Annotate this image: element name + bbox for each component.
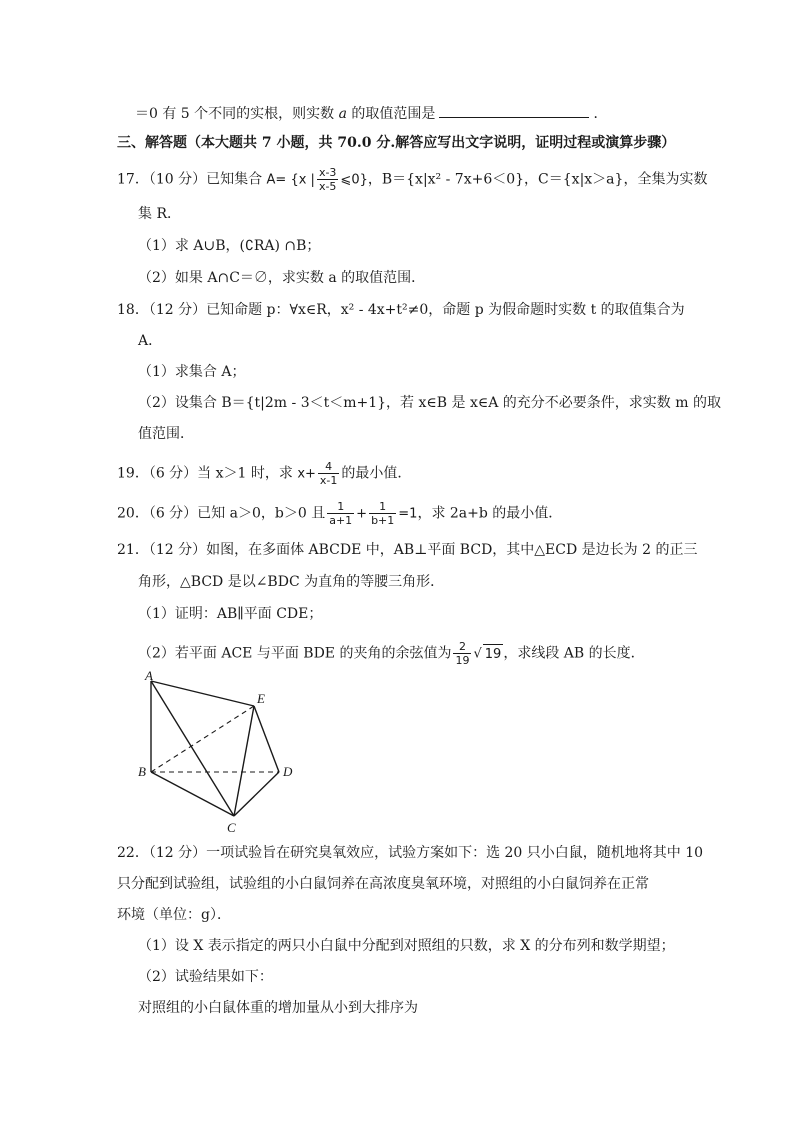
q21-part2 [138,640,645,667]
vertex-label-A: A [145,668,153,683]
q22-line2: 只分配到试验组，试验组的小白鼠饲养在高浓度臭氧环境，对照组的小白鼠饲养在正常 [117,876,649,892]
q17-frac-num: x-3 [318,166,337,179]
q22-part1: （1）设 X 表示指定的两只小白鼠中分配到对照组的只数，求 X 的分布列和数学期望； [138,938,675,954]
q18-part2: （2）设集合 B＝{t|2m - 3＜t＜m+1}，若 x∈B 是 x∈A 的充分不必要条件，求实数 m 的取 [138,395,721,411]
q21-p2-pre: （2）若平面 ACE 与平面 BDE 的夹角的余弦值为 [138,645,452,662]
q20-frac2 [369,500,396,527]
edge-AE [151,681,254,706]
edge-BC [151,772,234,816]
edge-ED [254,706,279,772]
q21-cos-fraction [453,640,471,667]
q20-line [117,500,562,527]
q21-line2: 角形，△BCD 是以∠BDC 为直角的等腰三角形． [138,574,445,590]
q17-setA-pre: A= {x | [266,172,315,188]
q21-line1: 21．（12 分）如图，在多面体 ABCDE 中，AB⊥平面 BCD，其中△ECD 是边长为 2 的正三 [117,542,698,558]
vertex-label-C: C [227,820,236,835]
q21-cos-num: 2 [453,640,471,654]
q17-line2: 集 R． [138,206,181,222]
q16-end: ． [593,106,608,122]
q20-post: ，求 2a+b 的最小值． [417,505,563,522]
vertex-label-D: D [283,764,293,779]
q20-d2: b+1 [371,514,395,527]
sqrt-icon: √ [473,646,482,662]
q16-text: ＝0 有 5 个不同的实根，则实数 [135,106,339,122]
q20-eq: =1 [398,506,418,522]
q20-d1: a+1 [329,514,353,527]
answer-blank[interactable] [439,103,589,118]
q17-setA-post: ⩽0} [340,172,368,188]
q17-frac-den: x-5 [318,180,337,193]
q20-n1: 1 [327,500,354,514]
q20-frac1 [327,500,354,527]
q17-part1: （1）求 A∪B，(∁RA) ∩B； [138,238,321,254]
vertex-label-B: B [138,764,146,779]
q21-p2-post: ，求线段 AB 的长度． [503,645,645,662]
q19-num: 4 [318,460,339,474]
q21-sqrt-value: 19 [483,644,504,665]
q19-line [117,460,411,487]
q22-line4: 对照组的小白鼠体重的增加量从小到大排序为 [138,1000,418,1016]
q19-post: 的最小值． [341,465,412,482]
edge-AC [151,681,234,816]
q19-x: x+ [297,466,316,482]
q20-n2: 1 [369,500,396,514]
q22-line3: 环境（单位：g）． [117,907,231,923]
q19-den: x-1 [319,474,338,487]
q18-part1: （1）求集合 A； [138,364,246,380]
q18-line2: A． [138,333,163,349]
q19-fraction [318,460,339,487]
section-heading: 三、解答题（本大题共 7 小题，共 70.0 分.解答应写出文字说明，证明过程或演算步骤） [117,135,676,151]
q21-part1: （1）证明：AB∥平面 CDE； [138,606,323,622]
q17-line1 [117,166,707,193]
q19-pre: 19．（6 分）当 x＞1 时，求 [117,465,298,482]
q17-prefix: 17．（10 分）已知集合 [117,171,267,188]
edge-BE-hidden [151,706,254,772]
q17-fraction [317,166,338,193]
q17-part2: （2）如果 A∩C＝∅，求实数 a 的取值范围． [138,270,426,286]
q21-cos-den: 19 [455,654,470,667]
q20-pre: 20．（6 分）已知 a＞0，b＞0 且 [117,505,326,522]
vertex-label-E: E [257,691,265,706]
q16-var: a [338,106,347,122]
q18-line1: 18．（12 分）已知命题 p：∀x∈R，x² - 4x+t²≠0，命题 p 为假命题时实数 t 的取值集合为 [117,302,685,318]
q22-part2: （2）试验结果如下： [138,969,273,985]
q16-tail-line [135,103,607,124]
q18-part2-cont: 值范围． [138,426,194,442]
q16-text2: 的取值范围是 [346,106,436,122]
q17-rest: ，B＝{x|x² - 7x+6＜0}，C＝{x|x＞a}，全集为实数 [367,171,708,188]
q22-line1: 22．（12 分）一项试验旨在研究臭氧效应，试验方案如下：选 20 只小白鼠，随机地将其中 10 [117,845,704,861]
polyhedron-figure [130,668,330,838]
q20-plus: + [356,506,368,522]
